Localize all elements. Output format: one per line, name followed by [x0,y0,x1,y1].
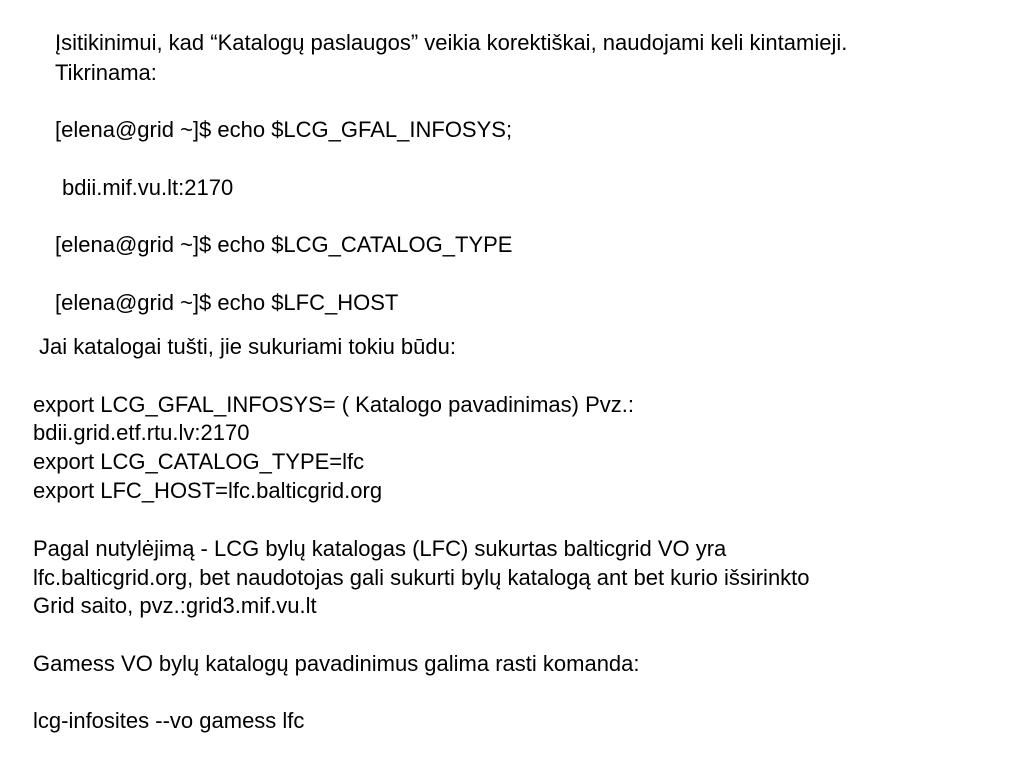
export-value: bdii.grid.etf.rtu.lv:2170 [33,420,250,445]
default-note-text: Pagal nutylėjimą - LCG bylų katalogas (LFC) sukurtas balticgrid VO yra [33,536,727,561]
default-note-text: lfc.balticgrid.org, bet naudotojas gali sukurti bylų katalogą ant bet kurio išsirinkto [33,565,810,590]
gamess-text: Gamess VO bylų katalogų pavadinimus galima rasti komanda: [33,651,640,676]
export-line: export LCG_GFAL_INFOSYS= ( Katalogo pavadinimas) Pvz.: [33,392,634,417]
empty-catalogs-heading: Jai katalogai tušti, jie sukuriami tokiu būdu: [39,334,456,359]
command-output: bdii.mif.vu.lt:2170 [62,175,234,200]
intro-text: Įsitikinimui, kad “Katalogų paslaugos” veikia korektiškai, naudojami keli kintamieji. [55,30,848,55]
default-note-text: Grid saito, pvz.:grid3.mif.vu.lt [33,593,317,618]
command-line: [elena@grid ~]$ echo $LCG_CATALOG_TYPE [55,232,513,257]
gamess-command: lcg-infosites --vo gamess lfc [33,708,305,733]
export-line: export LFC_HOST=lfc.balticgrid.org [33,478,383,503]
export-line: export LCG_CATALOG_TYPE=lfc [33,449,365,474]
intro-text-check: Tikrinama: [55,60,157,85]
command-line: [elena@grid ~]$ echo $LFC_HOST [55,290,399,315]
command-line: [elena@grid ~]$ echo $LCG_GFAL_INFOSYS; [55,117,513,142]
